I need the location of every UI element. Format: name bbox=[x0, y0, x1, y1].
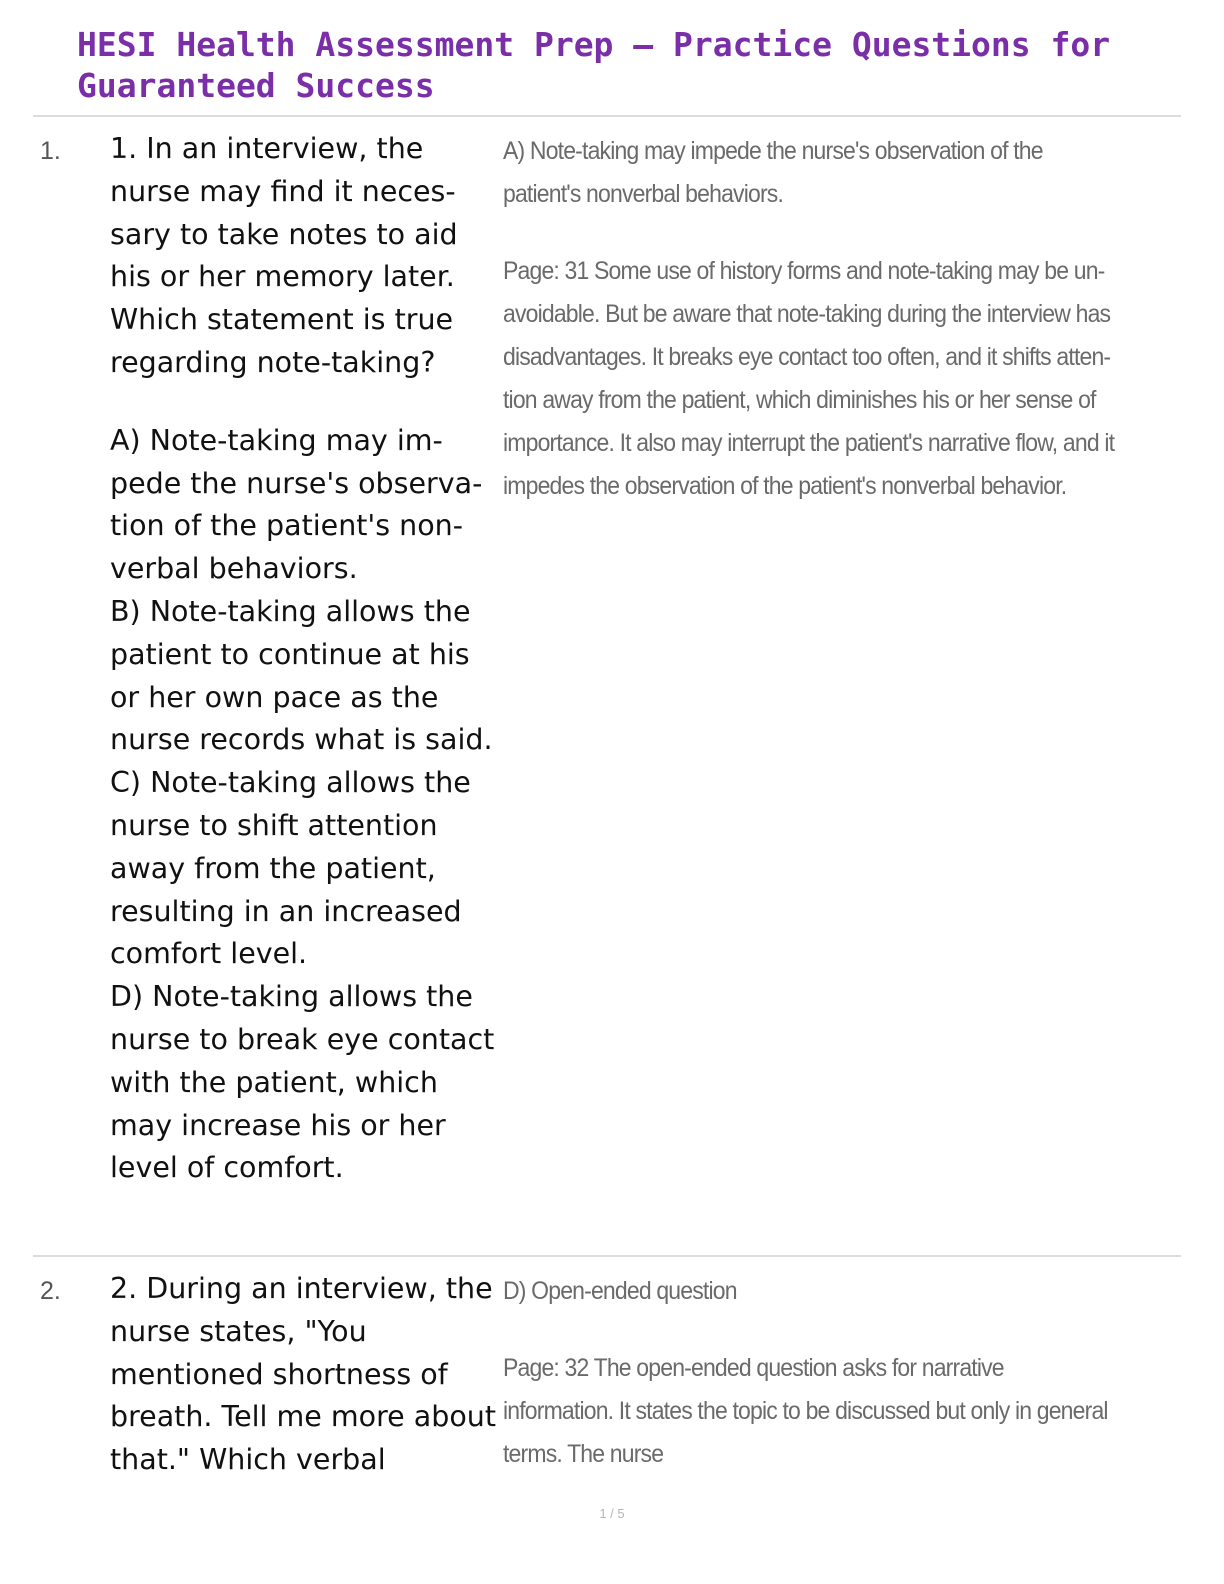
question-divider bbox=[33, 1255, 1181, 1257]
question-number: 2. bbox=[40, 1277, 61, 1305]
question-2-correct-answer: D) Open-ended question bbox=[503, 1277, 737, 1305]
question-number: 1. bbox=[40, 137, 61, 165]
question-2-answer-block bbox=[503, 1270, 1119, 1476]
question-1-option-a: A) Note-taking may im-pede the nurse's observa-tion of the patient's non-verbal behaviors. bbox=[110, 423, 483, 586]
question-1-stem: 1. In an interview, the nurse may find it neces-sary to take notes to aid his or her memory later. Which statement is true regarding note-taking? bbox=[110, 132, 458, 379]
question-1-rationale: Page: 31 Some use of history forms and note-taking may be un-avoidable. But be aware that note-taking during the interview has disadvantages. It breaks eye contact too often, and it shifts atten-tion away from the patient, which diminishes his or her sense of importance. It also may interrupt the patient's narrative flow, and it impedes the observation of the patient's nonverbal behavior. bbox=[503, 257, 1115, 500]
page-indicator: 1 / 5 bbox=[599, 1506, 625, 1521]
question-1-option-c: C) Note-taking allows the nurse to shift attention away from the patient, resulting in an increased comfort level. bbox=[110, 766, 471, 971]
question-1-option-d: D) Note-taking allows the nurse to break eye contact with the patient, which may increase his or her level of comfort. bbox=[110, 980, 495, 1185]
question-2-stem: 2. During an interview, the nurse states, "You mentioned shortness of breath. Tell me more about that." Which verbal bbox=[110, 1272, 497, 1477]
header-divider bbox=[33, 115, 1181, 117]
question-1-option-b: B) Note-taking allows the patient to continue at his or her own pace as the nurse records what is said. bbox=[110, 594, 493, 757]
question-1-answer-block bbox=[503, 130, 1119, 508]
document-title: HESI Health Assessment Prep – Practice Questions for Guaranteed Success bbox=[77, 25, 1111, 105]
question-1-correct-answer: A) Note-taking may impede the nurse's observation of the patient's nonverbal behaviors. bbox=[503, 137, 1043, 208]
question-2-rationale: Page: 32 The open-ended question asks for narrative information. It states the topic to be discussed but only in general terms. The nurse bbox=[503, 1354, 1108, 1468]
question-2-block bbox=[110, 1268, 505, 1482]
question-1-block bbox=[110, 128, 505, 1190]
